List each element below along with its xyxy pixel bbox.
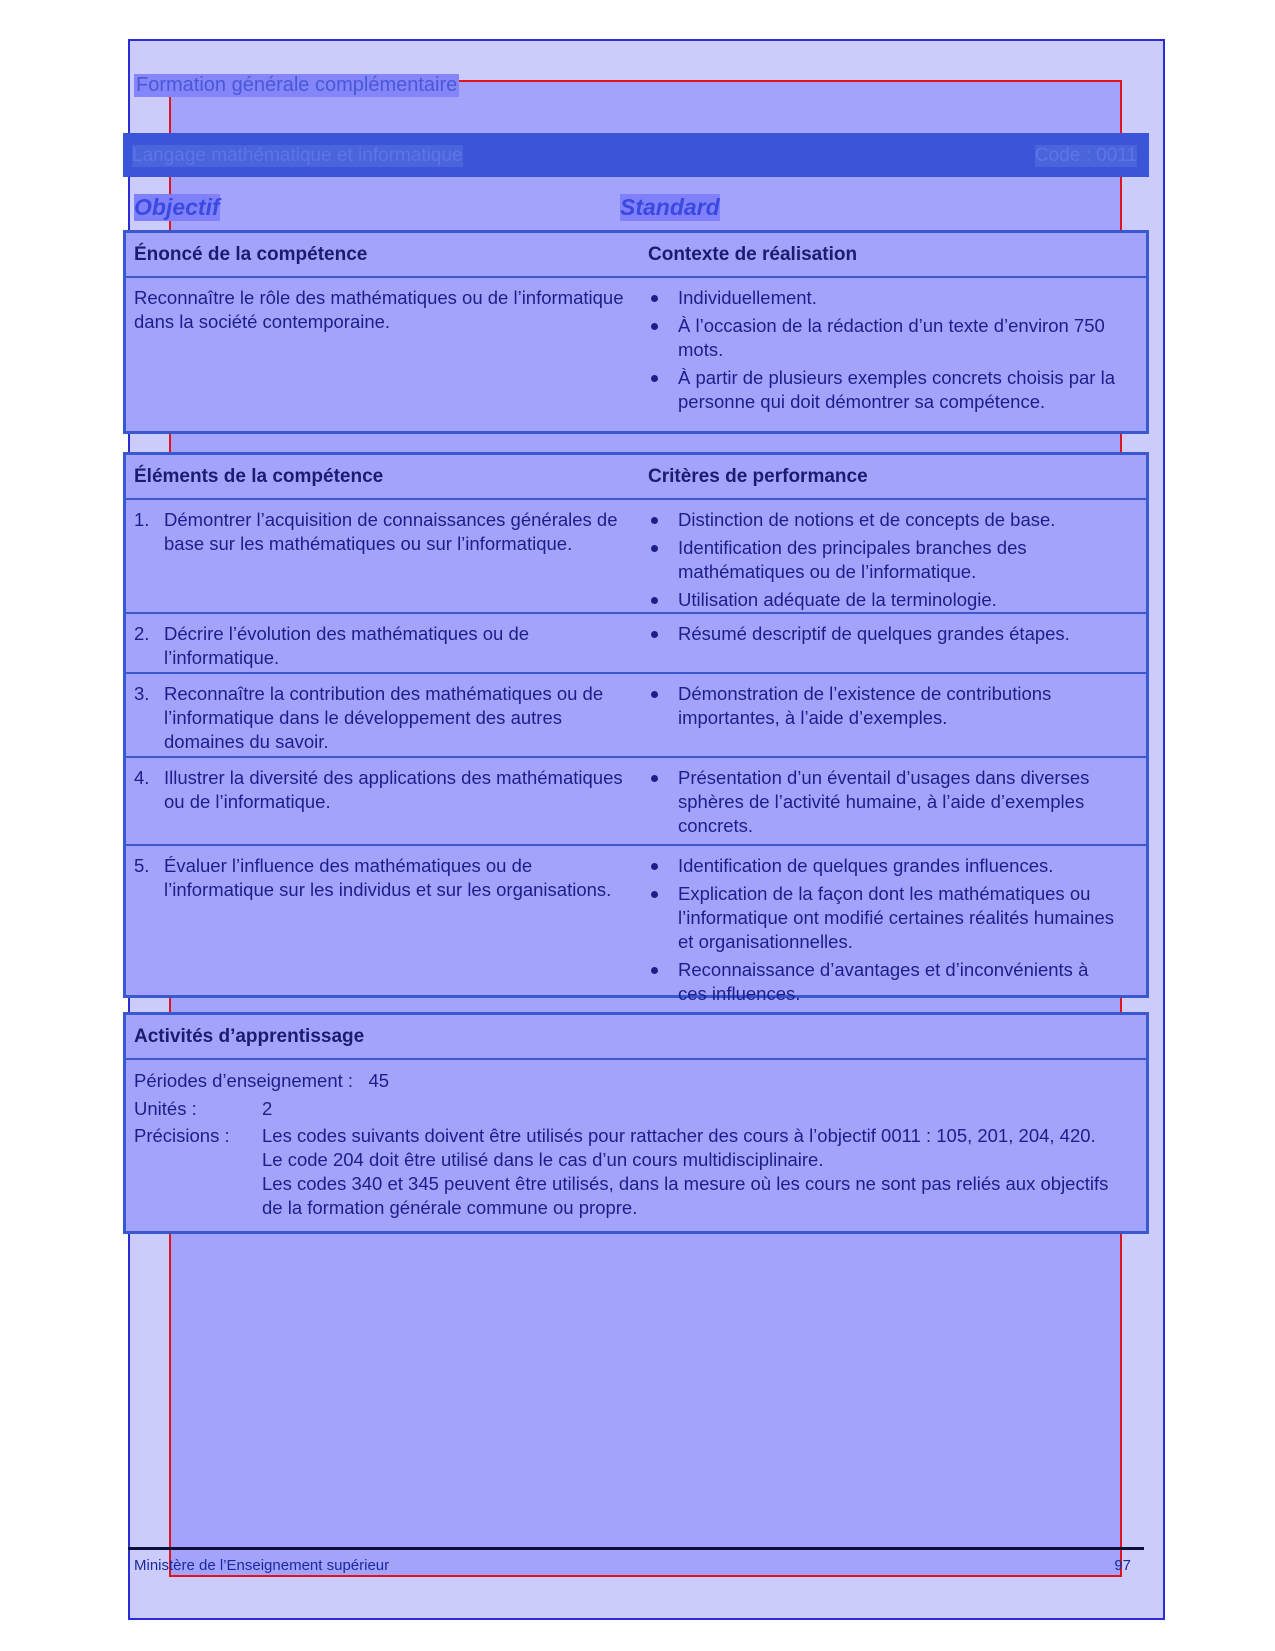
element-row	[126, 758, 1146, 846]
footer-rule	[128, 1547, 1144, 1550]
running-head: Formation générale complémentaire	[136, 74, 458, 96]
band-title: Langage mathématique et informatique	[132, 145, 463, 166]
units-label: Unités :	[134, 1098, 197, 1119]
context-item: À l’occasion de la rédaction d’un texte d’environ 750 mots.	[648, 314, 1118, 362]
band-code	[1035, 145, 1137, 167]
element-number: 5.	[134, 855, 150, 876]
criterion-item: Distinction de notions et de concepts de base.	[648, 508, 1118, 532]
element-text	[134, 508, 624, 556]
element-number: 3.	[134, 683, 150, 704]
periods-line	[134, 1069, 389, 1093]
criterion-item: Reconnaissance d’avantages et d’inconvénients à ces influences.	[648, 958, 1118, 1006]
precisions-line	[134, 1124, 1134, 1220]
footer-ministry: Ministère de l’Enseignement supérieur	[134, 1557, 390, 1574]
units-line	[134, 1097, 272, 1121]
criteria-cell	[648, 854, 1118, 1010]
element-number: 4.	[134, 767, 150, 788]
competence-statement: Reconnaître le rôle des mathématiques ou de l’informatique dans la société contemporaine.	[134, 287, 624, 332]
context-list-cell	[648, 286, 1118, 418]
objective-heading: Objectif	[134, 194, 220, 220]
element-text	[134, 766, 624, 814]
criterion-item: Démonstration de l’existence de contributions importantes, à l’aide d’exemples.	[648, 682, 1118, 730]
activities-header-row	[126, 1015, 1146, 1060]
standard-heading: Standard	[620, 194, 720, 220]
code-value: 0011	[1096, 145, 1137, 166]
criterion-item: Identification des principales branches des mathématiques ou de l’informatique.	[648, 536, 1118, 584]
criteria-list	[648, 622, 1118, 646]
activities-box	[123, 1012, 1149, 1234]
criteria-cell	[648, 682, 1118, 734]
activities-header: Activités d’apprentissage	[134, 1026, 365, 1047]
element-text	[134, 682, 624, 754]
element-description: Illustrer la diversité des applications des mathématiques ou de l’informatique.	[164, 767, 623, 812]
context-item: À partir de plusieurs exemples concrets choisis par la personne qui doit démontrer sa compétence.	[648, 366, 1118, 414]
element-row	[126, 674, 1146, 758]
element-row	[126, 846, 1146, 1006]
criterion-item: Identification de quelques grandes influences.	[648, 854, 1118, 878]
element-text	[134, 854, 624, 902]
element-row	[126, 500, 1146, 614]
criterion-item: Utilisation adéquate de la terminologie.	[648, 588, 1118, 612]
element-row	[126, 614, 1146, 674]
code-label: Code :	[1034, 145, 1091, 166]
element-number: 2.	[134, 623, 150, 644]
criterion-item: Explication de la façon dont les mathématiques ou l’informatique ont modifié certaines réalités humaines et organisationnelles.	[648, 882, 1118, 954]
units-value: 2	[262, 1098, 273, 1119]
periods-label: Périodes d’enseignement :	[134, 1070, 354, 1091]
criteria-list	[648, 682, 1118, 730]
competence-statement-header: Énoncé de la compétence	[134, 244, 368, 265]
criteria-list	[648, 854, 1118, 1006]
element-number: 1.	[134, 509, 150, 530]
criteria-list	[648, 766, 1118, 838]
criteria-cell	[648, 622, 1118, 650]
precisions-text	[262, 1124, 1127, 1220]
criteria-header: Critères de performance	[648, 466, 868, 487]
criteria-cell	[648, 508, 1118, 616]
element-description: Évaluer l’influence des mathématiques ou de l’informatique sur les individus et sur les organisations.	[164, 855, 612, 900]
criteria-list	[648, 508, 1118, 612]
elements-header-row	[126, 455, 1146, 500]
competence-box	[123, 230, 1149, 434]
competence-header-row	[126, 233, 1146, 278]
element-description: Décrire l’évolution des mathématiques ou de l’informatique.	[164, 623, 530, 668]
competence-row	[126, 278, 1146, 434]
criterion-item: Résumé descriptif de quelques grandes étapes.	[648, 622, 1118, 646]
context-list	[648, 286, 1118, 414]
element-description: Démontrer l’acquisition de connaissances générales de base sur les mathématiques ou sur l’informatique.	[164, 509, 618, 554]
precision-item: Le code 204 doit être utilisé dans le cas d’un cours multidisciplinaire.	[262, 1149, 824, 1170]
context-header: Contexte de réalisation	[648, 244, 858, 265]
page-number: 97	[1114, 1557, 1131, 1574]
element-description: Reconnaître la contribution des mathématiques ou de l’informatique dans le développement des autres domaines du savoir.	[164, 683, 604, 752]
periods-value: 45	[368, 1070, 390, 1091]
elements-box	[123, 452, 1149, 1004]
precisions-label: Précisions :	[134, 1125, 230, 1146]
element-text	[134, 622, 624, 670]
context-item: Individuellement.	[648, 286, 1118, 310]
title-band	[123, 133, 1149, 177]
criteria-cell	[648, 766, 1118, 842]
precision-item: Les codes 340 et 345 peuvent être utilisés, dans la mesure où les cours ne sont pas reliés aux objectifs de la formation générale commune ou propre.	[262, 1173, 1109, 1218]
precision-item: Les codes suivants doivent être utilisés pour rattacher des cours à l’objectif 0011 : 105, 201, 204, 420.	[262, 1125, 1096, 1146]
criterion-item: Présentation d’un éventail d’usages dans diverses sphères de l’activité humaine, à l’aide d’exemples concrets.	[648, 766, 1118, 838]
elements-header: Éléments de la compétence	[134, 466, 384, 487]
